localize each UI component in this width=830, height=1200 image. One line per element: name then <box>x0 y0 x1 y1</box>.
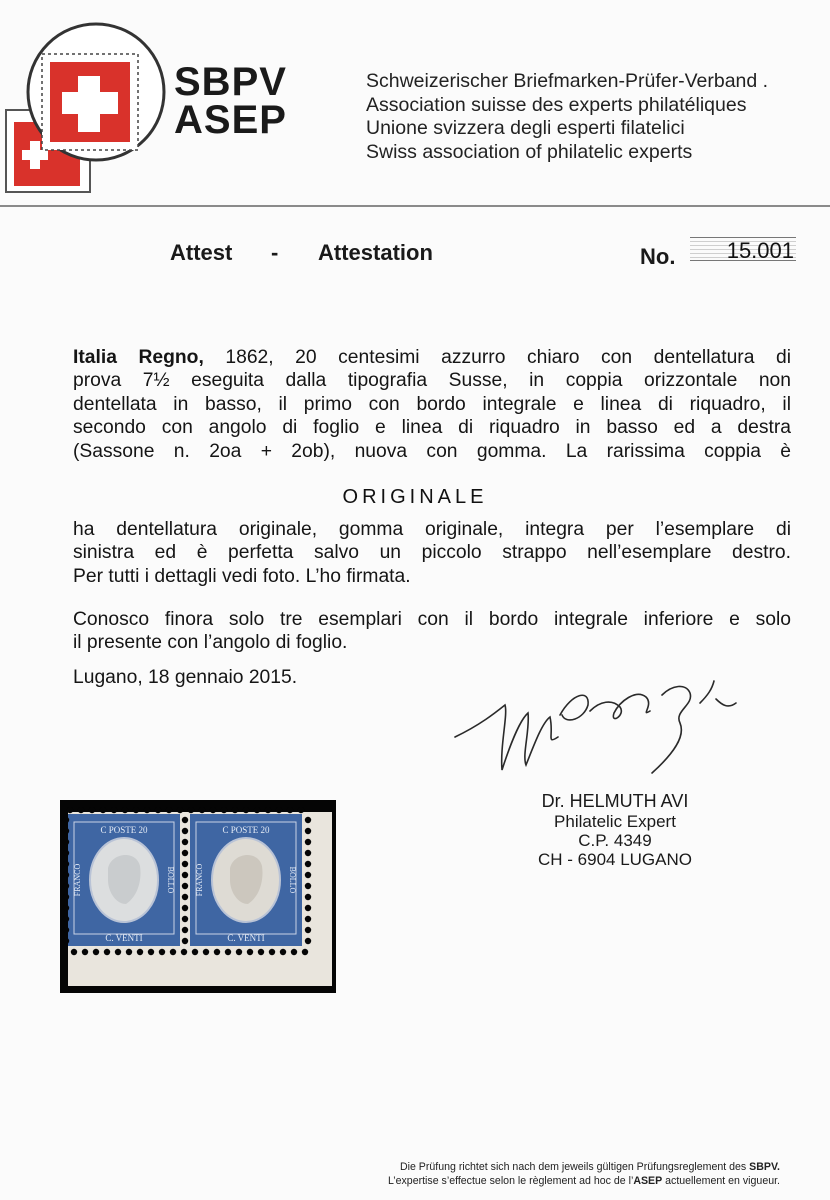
perforation-hole <box>182 927 188 933</box>
perforation-hole <box>182 916 188 922</box>
perforation-hole <box>182 861 188 867</box>
body-paragraph-2 <box>73 518 791 588</box>
perforation-hole <box>247 949 253 955</box>
perforation-hole <box>188 807 194 813</box>
perforation-hole <box>225 949 231 955</box>
perforation-hole <box>63 894 69 900</box>
header-divider <box>0 205 830 207</box>
footer-bold: ASEP <box>633 1175 663 1187</box>
perforation-hole <box>63 938 69 944</box>
perforation-hole <box>199 807 205 813</box>
perforation-hole <box>276 807 282 813</box>
perforation-hole <box>89 807 95 813</box>
perforation-hole <box>236 949 242 955</box>
perforation-hole <box>291 949 297 955</box>
perforation-hole <box>82 949 88 955</box>
perforation-hole <box>67 807 73 813</box>
association-name-de: Schweizerischer Briefmarken-Prüfer-Verband . <box>366 70 769 92</box>
body-line: secondo con angolo di foglio e linea di riquadro in basso ed a destra <box>73 417 791 439</box>
perforation-hole <box>155 807 161 813</box>
footer-bold: SBPV. <box>749 1161 780 1173</box>
brand-asep: ASEP <box>174 98 287 142</box>
perforation-hole <box>126 949 132 955</box>
title-attestation: Attestation <box>318 240 433 265</box>
perforation-hole <box>148 949 154 955</box>
perforation-hole <box>159 949 165 955</box>
perforation-hole <box>305 927 311 933</box>
stamp-bottom-text: C. VENTI <box>227 933 265 943</box>
expert-name: Dr. HELMUTH AVI <box>541 791 689 811</box>
perforation-hole <box>71 949 77 955</box>
title-attest: Attest <box>170 240 233 265</box>
perforation-hole <box>111 807 117 813</box>
body-line: 1862, 20 centesimi azzurro chiaro con dentellatura di <box>203 347 791 368</box>
perforation-hole <box>243 807 249 813</box>
perforation-hole <box>137 949 143 955</box>
perforation-hole <box>63 905 69 911</box>
expert-po-box: C.P. 4349 <box>578 831 652 850</box>
stamp-country-heading: Italia Regno, <box>73 347 204 368</box>
perforation-hole <box>258 949 264 955</box>
perforation-hole <box>182 817 188 823</box>
perforation-hole <box>305 883 311 889</box>
footer-note-de <box>300 1160 780 1174</box>
perforation-hole <box>104 949 110 955</box>
perforation-hole <box>115 949 121 955</box>
body-line: Per tutti i dettagli vedi foto. L’ho firmata. <box>73 565 411 587</box>
expert-city: CH - 6904 LUGANO <box>538 850 692 869</box>
perforation-hole <box>221 807 227 813</box>
perforation-hole <box>214 949 220 955</box>
perforation-hole <box>265 807 271 813</box>
perforation-hole <box>63 817 69 823</box>
body-line: (Sassone n. 2oa + 2ob), nuova con gomma. La rarissima coppia è <box>73 440 791 462</box>
body-line: prova 7½ eseguita dalla tipografia Susse, in coppia orizzontale non <box>73 370 791 392</box>
perforation-hole <box>305 905 311 911</box>
footer-text: actuellement en vigueur. <box>662 1175 780 1187</box>
perforation-hole <box>63 839 69 845</box>
perforation-hole <box>305 817 311 823</box>
perforation-hole <box>305 850 311 856</box>
perforation-hole <box>302 949 308 955</box>
stamp-left-text: FRANCO <box>195 863 204 897</box>
perforation-hole <box>63 916 69 922</box>
perforation-hole <box>166 807 172 813</box>
title-dash: - <box>271 240 279 265</box>
perforation-hole <box>144 807 150 813</box>
perforation-hole <box>122 807 128 813</box>
perforation-hole <box>100 807 106 813</box>
perforation-hole <box>63 872 69 878</box>
perforation-hole <box>182 839 188 845</box>
perforation-hole <box>298 807 304 813</box>
place-date: Lugano, 18 gennaio 2015. <box>73 667 298 688</box>
certificate-number-label: No. <box>640 244 676 269</box>
stamp-right-text: BOLLO <box>166 866 175 894</box>
perforation-hole <box>305 938 311 944</box>
verdict-originale: ORIGINALE <box>342 486 488 508</box>
handwritten-signature <box>450 675 750 785</box>
perforation-hole <box>182 894 188 900</box>
certificate-number: 15.001 <box>690 237 796 261</box>
perforation-hole <box>232 807 238 813</box>
footer-text: L’expertise s’effectue selon le règlement ad hoc de l’ <box>387 1175 634 1187</box>
perforation-hole <box>63 850 69 856</box>
perforation-hole <box>63 927 69 933</box>
perforation-hole <box>254 807 260 813</box>
stamp-right <box>190 814 302 946</box>
stamp-pair-image <box>60 800 336 993</box>
perforation-hole <box>305 872 311 878</box>
perforation-hole <box>93 949 99 955</box>
perforation-hole <box>305 894 311 900</box>
body-line: sinistra ed è perfetta salvo un piccolo strappo nell’esemplare destro. <box>73 542 791 564</box>
association-name-it: Unione svizzera degli esperti filatelici <box>366 117 685 139</box>
perforation-hole <box>280 949 286 955</box>
perforation-hole <box>192 949 198 955</box>
perforation-hole <box>63 828 69 834</box>
footer-note-fr <box>300 1174 780 1188</box>
stamp-right-text: BOLLO <box>288 866 297 894</box>
stamp-top-text: C POSTE 20 <box>222 825 270 835</box>
stamp-pair-photo <box>60 800 336 993</box>
body-line: Conosco finora solo tre esemplari con il bordo integrale inferiore e solo <box>73 609 791 630</box>
perforation-hole <box>210 807 216 813</box>
perforation-hole <box>182 850 188 856</box>
stamp-left-text: FRANCO <box>73 863 82 897</box>
expert-title: Philatelic Expert <box>554 812 676 831</box>
brand-sbpv: SBPV <box>174 60 287 104</box>
perforation-hole <box>287 807 293 813</box>
perforation-hole <box>63 883 69 889</box>
stamp-top-text: C POSTE 20 <box>100 825 148 835</box>
body-paragraph-3 <box>73 608 791 655</box>
association-logo-icon <box>0 10 170 195</box>
stamp-left <box>68 814 180 946</box>
perforation-hole <box>63 861 69 867</box>
association-name-fr: Association suisse des experts philatéliques <box>366 93 747 116</box>
perforation-hole <box>305 828 311 834</box>
body-paragraph-1 <box>73 346 791 463</box>
perforation-hole <box>305 916 311 922</box>
perforation-hole <box>177 807 183 813</box>
perforation-hole <box>182 872 188 878</box>
stamp-bottom-text: C. VENTI <box>105 933 143 943</box>
body-line: ha dentellatura originale, gomma originale, integra per l’esemplare di <box>73 519 791 540</box>
perforation-hole <box>269 949 275 955</box>
perforation-hole <box>133 807 139 813</box>
perforation-hole <box>182 905 188 911</box>
body-line: dentellata in basso, il primo con bordo integrale e linea di riquadro, il <box>73 393 791 415</box>
perforation-hole <box>78 807 84 813</box>
perforation-hole <box>203 949 209 955</box>
perforation-hole <box>181 949 187 955</box>
perforation-hole <box>305 839 311 845</box>
perforation-hole <box>170 949 176 955</box>
perforation-hole <box>182 938 188 944</box>
perforation-hole <box>182 828 188 834</box>
body-line: il presente con l’angolo di foglio. <box>73 632 348 654</box>
association-name-en: Swiss association of philatelic experts <box>366 140 693 163</box>
footer-text: Die Prüfung richtet sich nach dem jeweils gültigen Prüfungsreglement des <box>399 1161 750 1173</box>
association-names <box>366 70 768 164</box>
perforation-hole <box>305 861 311 867</box>
perforation-hole <box>182 883 188 889</box>
